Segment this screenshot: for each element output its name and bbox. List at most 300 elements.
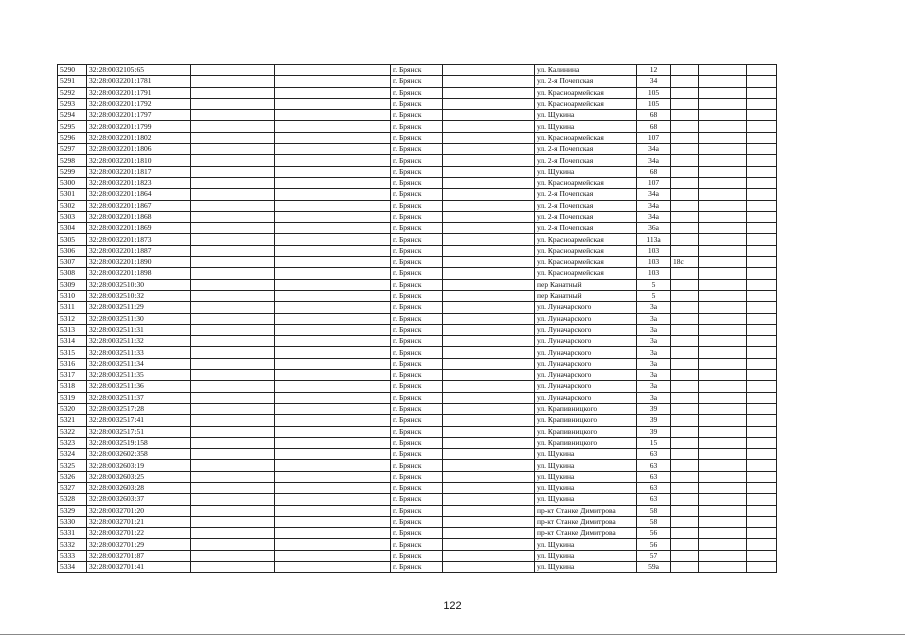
row-number-cell: 5333 [58,550,87,561]
street-cell: ул. Крапивницкого [535,403,637,414]
empty-cell [699,121,747,132]
cadastral-number-cell: 32:28:0032201:1867 [87,200,191,211]
empty-cell [699,528,747,539]
building-cell [671,65,699,76]
cadastral-number-cell: 32:28:0032201:1868 [87,211,191,222]
house-number-cell: 5 [637,279,671,290]
empty-cell [443,528,535,539]
empty-cell [699,200,747,211]
street-cell: ул. Красноармейская [535,245,637,256]
empty-cell [747,471,777,482]
empty-cell [443,460,535,471]
empty-cell [747,313,777,324]
city-cell: г. Брянск [391,370,443,381]
empty-cell [275,370,391,381]
table-row [58,358,777,369]
table-row [58,381,777,392]
street-cell: ул. Крапивницкого [535,426,637,437]
table-row [58,110,777,121]
street-cell: ул. Щукина [535,539,637,550]
cadastral-number-cell: 32:28:0032602:358 [87,449,191,460]
city-cell: г. Брянск [391,437,443,448]
empty-cell [275,166,391,177]
table-row [58,539,777,550]
empty-cell [443,336,535,347]
empty-cell [191,302,275,313]
empty-cell [275,268,391,279]
empty-cell [275,336,391,347]
cadastral-number-cell: 32:28:0032511:36 [87,381,191,392]
house-number-cell: 105 [637,87,671,98]
building-cell [671,460,699,471]
empty-cell [275,313,391,324]
city-cell: г. Брянск [391,347,443,358]
empty-cell [191,550,275,561]
empty-cell [191,494,275,505]
building-cell [671,358,699,369]
row-number-cell: 5326 [58,471,87,482]
empty-cell [275,415,391,426]
empty-cell [699,324,747,335]
street-cell: ул. 2-я Почепская [535,200,637,211]
empty-cell [747,166,777,177]
cadastral-number-cell: 32:28:0032603:28 [87,482,191,493]
empty-cell [191,403,275,414]
cadastral-number-cell: 32:28:0032201:1864 [87,189,191,200]
empty-cell [443,324,535,335]
street-cell: ул. Луначарского [535,313,637,324]
cadastral-number-cell: 32:28:0032511:34 [87,358,191,369]
house-number-cell: 63 [637,494,671,505]
table-row [58,234,777,245]
empty-cell [443,110,535,121]
street-cell: ул. Луначарского [535,302,637,313]
building-cell [671,392,699,403]
street-cell: ул. Красноармейская [535,234,637,245]
row-number-cell: 5302 [58,200,87,211]
empty-cell [443,358,535,369]
empty-cell [191,336,275,347]
empty-cell [275,347,391,358]
street-cell: ул. Красноармейская [535,177,637,188]
empty-cell [443,403,535,414]
empty-cell [443,437,535,448]
street-cell: ул. Луначарского [535,370,637,381]
empty-cell [747,110,777,121]
empty-cell [699,313,747,324]
empty-cell [275,562,391,573]
empty-cell [191,144,275,155]
empty-cell [699,166,747,177]
street-cell: ул. Красноармейская [535,268,637,279]
row-number-cell: 5309 [58,279,87,290]
empty-cell [443,347,535,358]
empty-cell [443,415,535,426]
street-cell: ул. Красноармейская [535,87,637,98]
empty-cell [443,471,535,482]
row-number-cell: 5325 [58,460,87,471]
empty-cell [699,336,747,347]
table-row [58,98,777,109]
empty-cell [699,516,747,527]
empty-cell [747,155,777,166]
street-cell: ул. Красноармейская [535,98,637,109]
empty-cell [699,177,747,188]
city-cell: г. Брянск [391,426,443,437]
empty-cell [191,437,275,448]
empty-cell [699,403,747,414]
house-number-cell: 3а [637,336,671,347]
empty-cell [443,392,535,403]
table-row [58,426,777,437]
empty-cell [699,268,747,279]
empty-cell [191,347,275,358]
row-number-cell: 5311 [58,302,87,313]
city-cell: г. Брянск [391,313,443,324]
table-row [58,449,777,460]
cadastral-number-cell: 32:28:0032603:37 [87,494,191,505]
empty-cell [443,166,535,177]
building-cell [671,516,699,527]
empty-cell [275,234,391,245]
row-number-cell: 5323 [58,437,87,448]
house-number-cell: 56 [637,528,671,539]
cadastral-number-cell: 32:28:0032510:30 [87,279,191,290]
empty-cell [747,211,777,222]
empty-cell [747,460,777,471]
empty-cell [275,494,391,505]
city-cell: г. Брянск [391,132,443,143]
house-number-cell: 39 [637,426,671,437]
cadastral-number-cell: 32:28:0032105:65 [87,65,191,76]
empty-cell [275,302,391,313]
city-cell: г. Брянск [391,65,443,76]
building-cell [671,302,699,313]
row-number-cell: 5297 [58,144,87,155]
cadastral-number-cell: 32:28:0032201:1792 [87,98,191,109]
empty-cell [443,234,535,245]
city-cell: г. Брянск [391,268,443,279]
street-cell: ул. Луначарского [535,347,637,358]
row-number-cell: 5294 [58,110,87,121]
row-number-cell: 5303 [58,211,87,222]
row-number-cell: 5329 [58,505,87,516]
building-cell [671,132,699,143]
building-cell [671,562,699,573]
empty-cell [275,505,391,516]
empty-cell [699,257,747,268]
city-cell: г. Брянск [391,358,443,369]
row-number-cell: 5317 [58,370,87,381]
table-row [58,437,777,448]
city-cell: г. Брянск [391,528,443,539]
house-number-cell: 34а [637,189,671,200]
empty-cell [699,494,747,505]
empty-cell [699,358,747,369]
building-cell [671,166,699,177]
city-cell: г. Брянск [391,539,443,550]
table-row [58,189,777,200]
house-number-cell: 3а [637,392,671,403]
empty-cell [443,76,535,87]
table-row [58,302,777,313]
city-cell: г. Брянск [391,121,443,132]
table-row [58,403,777,414]
house-number-cell: 3а [637,347,671,358]
cadastral-number-cell: 32:28:0032701:22 [87,528,191,539]
city-cell: г. Брянск [391,177,443,188]
empty-cell [747,403,777,414]
cadastral-number-cell: 32:28:0032511:31 [87,324,191,335]
cadastral-number-cell: 32:28:0032201:1817 [87,166,191,177]
city-cell: г. Брянск [391,76,443,87]
house-number-cell: 57 [637,550,671,561]
building-cell [671,403,699,414]
street-cell: ул. 2-я Почепская [535,189,637,200]
table-row [58,392,777,403]
building-cell: 18с [671,257,699,268]
empty-cell [191,65,275,76]
table-row [58,505,777,516]
house-number-cell: 59а [637,562,671,573]
row-number-cell: 5308 [58,268,87,279]
empty-cell [191,415,275,426]
empty-cell [275,471,391,482]
cadastral-number-cell: 32:28:0032511:33 [87,347,191,358]
city-cell: г. Брянск [391,155,443,166]
empty-cell [699,211,747,222]
house-number-cell: 3а [637,313,671,324]
empty-cell [191,471,275,482]
row-number-cell: 5293 [58,98,87,109]
empty-cell [443,562,535,573]
empty-cell [443,482,535,493]
empty-cell [275,110,391,121]
city-cell: г. Брянск [391,189,443,200]
table-row [58,76,777,87]
row-number-cell: 5322 [58,426,87,437]
empty-cell [747,494,777,505]
table-row [58,121,777,132]
house-number-cell: 3а [637,324,671,335]
house-number-cell: 15 [637,437,671,448]
cadastral-number-cell: 32:28:0032201:1810 [87,155,191,166]
empty-cell [699,426,747,437]
empty-cell [275,528,391,539]
empty-cell [191,76,275,87]
building-cell [671,98,699,109]
street-cell: ул. Щукина [535,460,637,471]
empty-cell [747,437,777,448]
city-cell: г. Брянск [391,223,443,234]
empty-cell [699,223,747,234]
empty-cell [275,550,391,561]
cadastral-number-cell: 32:28:0032201:1791 [87,87,191,98]
empty-cell [191,245,275,256]
empty-cell [443,302,535,313]
empty-cell [747,358,777,369]
empty-cell [443,223,535,234]
empty-cell [191,392,275,403]
house-number-cell: 39 [637,415,671,426]
house-number-cell: 107 [637,177,671,188]
city-cell: г. Брянск [391,415,443,426]
cadastral-number-cell: 32:28:0032201:1898 [87,268,191,279]
building-cell [671,211,699,222]
building-cell [671,110,699,121]
street-cell: пер Канатный [535,290,637,301]
empty-cell [747,415,777,426]
city-cell: г. Брянск [391,505,443,516]
table-row [58,482,777,493]
empty-cell [443,87,535,98]
empty-cell [443,370,535,381]
empty-cell [443,550,535,561]
building-cell [671,370,699,381]
table-row [58,313,777,324]
empty-cell [747,200,777,211]
city-cell: г. Брянск [391,403,443,414]
empty-cell [191,290,275,301]
empty-cell [699,415,747,426]
house-number-cell: 3а [637,381,671,392]
house-number-cell: 103 [637,245,671,256]
empty-cell [747,65,777,76]
scan-edge-line [0,634,905,635]
city-cell: г. Брянск [391,482,443,493]
empty-cell [191,516,275,527]
empty-cell [191,562,275,573]
empty-cell [747,245,777,256]
empty-cell [443,65,535,76]
empty-cell [275,539,391,550]
empty-cell [191,257,275,268]
row-number-cell: 5310 [58,290,87,301]
empty-cell [191,211,275,222]
row-number-cell: 5295 [58,121,87,132]
empty-cell [191,166,275,177]
empty-cell [191,87,275,98]
house-number-cell: 36а [637,223,671,234]
house-number-cell: 63 [637,482,671,493]
house-number-cell: 68 [637,166,671,177]
empty-cell [747,370,777,381]
empty-cell [191,200,275,211]
empty-cell [191,223,275,234]
table-row [58,460,777,471]
city-cell: г. Брянск [391,302,443,313]
street-cell: пер Канатный [535,279,637,290]
empty-cell [191,324,275,335]
building-cell [671,87,699,98]
cadastral-number-cell: 32:28:0032603:25 [87,471,191,482]
empty-cell [275,132,391,143]
street-cell: ул. 2-я Почепская [535,144,637,155]
cadastral-number-cell: 32:28:0032201:1873 [87,234,191,245]
empty-cell [191,121,275,132]
row-number-cell: 5300 [58,177,87,188]
city-cell: г. Брянск [391,449,443,460]
table-row [58,516,777,527]
empty-cell [443,494,535,505]
document-page [57,64,777,573]
building-cell [671,426,699,437]
building-cell [671,381,699,392]
cadastral-number-cell: 32:28:0032517:41 [87,415,191,426]
empty-cell [747,87,777,98]
empty-cell [699,392,747,403]
table-row [58,415,777,426]
house-number-cell: 63 [637,460,671,471]
street-cell: ул. 2-я Почепская [535,211,637,222]
street-cell: ул. Щукина [535,121,637,132]
cadastral-number-cell: 32:28:0032701:87 [87,550,191,561]
cadastral-number-cell: 32:28:0032517:28 [87,403,191,414]
building-cell [671,121,699,132]
empty-cell [443,505,535,516]
empty-cell [275,279,391,290]
empty-cell [699,562,747,573]
cadastral-number-cell: 32:28:0032701:29 [87,539,191,550]
table-row [58,223,777,234]
empty-cell [191,528,275,539]
empty-cell [443,381,535,392]
building-cell [671,177,699,188]
row-number-cell: 5291 [58,76,87,87]
empty-cell [747,279,777,290]
empty-cell [191,110,275,121]
building-cell [671,550,699,561]
empty-cell [275,121,391,132]
street-cell: ул. Щукина [535,110,637,121]
empty-cell [747,76,777,87]
city-cell: г. Брянск [391,234,443,245]
city-cell: г. Брянск [391,471,443,482]
street-cell: ул. Щукина [535,550,637,561]
empty-cell [699,370,747,381]
city-cell: г. Брянск [391,87,443,98]
city-cell: г. Брянск [391,460,443,471]
empty-cell [275,516,391,527]
empty-cell [747,550,777,561]
empty-cell [747,257,777,268]
empty-cell [191,370,275,381]
building-cell [671,336,699,347]
building-cell [671,471,699,482]
empty-cell [443,313,535,324]
empty-cell [747,528,777,539]
house-number-cell: 34а [637,211,671,222]
empty-cell [275,290,391,301]
row-number-cell: 5321 [58,415,87,426]
street-cell: пр-кт Станке Димитрова [535,505,637,516]
cadastral-number-cell: 32:28:0032511:29 [87,302,191,313]
house-number-cell: 113а [637,234,671,245]
empty-cell [275,211,391,222]
empty-cell [443,268,535,279]
street-cell: пр-кт Станке Димитрова [535,516,637,527]
empty-cell [443,449,535,460]
empty-cell [699,110,747,121]
building-cell [671,290,699,301]
empty-cell [191,268,275,279]
empty-cell [747,177,777,188]
street-cell: ул. Щукина [535,166,637,177]
empty-cell [747,516,777,527]
row-number-cell: 5320 [58,403,87,414]
empty-cell [747,144,777,155]
building-cell [671,415,699,426]
